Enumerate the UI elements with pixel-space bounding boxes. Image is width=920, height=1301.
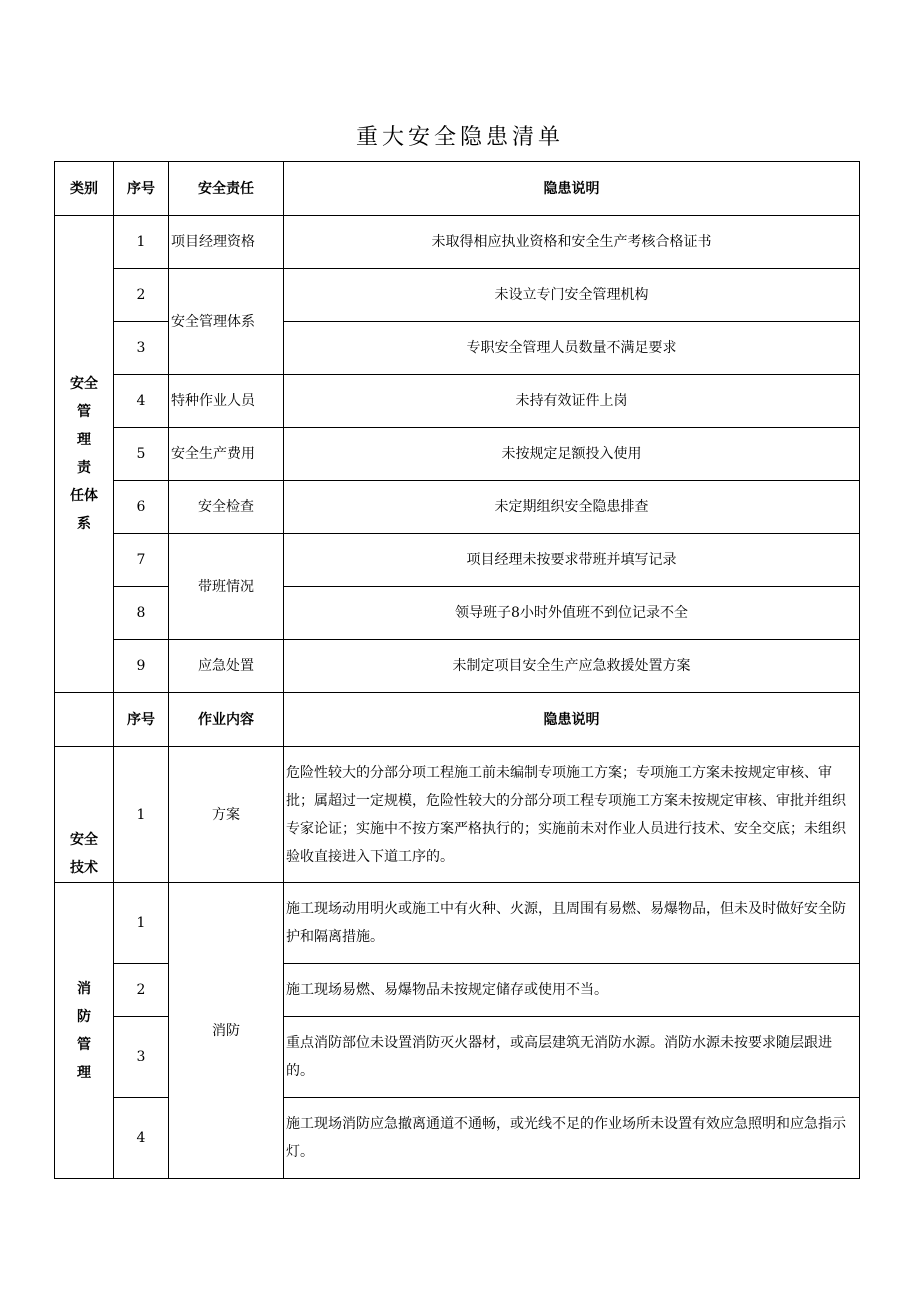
row-item: 安全生产费用	[169, 428, 284, 481]
row-item: 安全管理体系	[169, 269, 284, 375]
row-seq: 1	[114, 216, 169, 269]
row-seq: 9	[114, 640, 169, 693]
header-seq: 序号	[114, 693, 169, 747]
row-item: 带班情况	[169, 534, 284, 640]
row-seq: 4	[114, 375, 169, 428]
header-responsibility: 安全责任	[169, 162, 284, 216]
row-item: 安全检查	[169, 481, 284, 534]
row-description: 危险性较大的分部分项工程施工前未编制专项施工方案；专项施工方案未按规定审核、审批；属超过一定规模，危险性较大的分部分项工程专项施工方案未按规定审核、审批并组织专家论证；实施中不按方案严格执行的；实施前未对作业人员进行技术、安全交底；未组织验收直接进入下道工序的。	[284, 747, 860, 883]
table-header-row	[55, 162, 860, 216]
header-description: 隐患说明	[284, 162, 860, 216]
hazard-table	[54, 161, 860, 1179]
row-description: 未取得相应执业资格和安全生产考核合格证书	[284, 216, 860, 269]
page-title: 重大安全隐患清单	[355, 125, 564, 150]
row-description: 专职安全管理人员数量不满足要求	[284, 322, 860, 375]
row-description: 未按规定足额投入使用	[284, 428, 860, 481]
table-row	[55, 428, 860, 481]
row-item: 特种作业人员	[169, 375, 284, 428]
header-description: 隐患说明	[284, 693, 860, 747]
row-description: 未定期组织安全隐患排查	[284, 481, 860, 534]
row-seq: 2	[114, 269, 169, 322]
row-description: 施工现场易燃、易爆物品未按规定储存或使用不当。	[284, 964, 860, 1017]
row-item: 消防	[169, 883, 284, 1179]
row-seq: 2	[114, 964, 169, 1017]
header-empty	[55, 693, 114, 747]
row-item: 项目经理资格	[169, 216, 284, 269]
row-seq: 8	[114, 587, 169, 640]
row-seq: 7	[114, 534, 169, 587]
table-row	[55, 747, 860, 883]
table-row	[55, 481, 860, 534]
table-row	[55, 534, 860, 587]
header-content: 作业内容	[169, 693, 284, 747]
row-item: 应急处置	[169, 640, 284, 693]
row-description: 施工现场消防应急撤离通道不通畅，或光线不足的作业场所未设置有效应急照明和应急指示灯。	[284, 1098, 860, 1179]
table-row	[55, 640, 860, 693]
category-safety-technology: 安全 技术	[55, 747, 114, 883]
row-description: 未持有效证件上岗	[284, 375, 860, 428]
row-seq: 3	[114, 1017, 169, 1098]
row-description: 项目经理未按要求带班并填写记录	[284, 534, 860, 587]
table-header-row	[55, 693, 860, 747]
row-seq: 3	[114, 322, 169, 375]
row-description: 未制定项目安全生产应急救援处置方案	[284, 640, 860, 693]
table-row	[55, 883, 860, 964]
category-fire-management: 消 防 管 理	[55, 883, 114, 1179]
row-seq: 6	[114, 481, 169, 534]
row-description: 施工现场动用明火或施工中有火种、火源，且周围有易燃、易爆物品，但未及时做好安全防护和隔离措施。	[284, 883, 860, 964]
table-row	[55, 216, 860, 269]
row-description: 未设立专门安全管理机构	[284, 269, 860, 322]
row-seq: 5	[114, 428, 169, 481]
table-row	[55, 375, 860, 428]
row-seq: 1	[114, 747, 169, 883]
row-item: 方案	[169, 747, 284, 883]
row-description: 领导班子8小时外值班不到位记录不全	[284, 587, 860, 640]
header-seq: 序号	[114, 162, 169, 216]
row-description: 重点消防部位未设置消防灭火器材，或高层建筑无消防水源。消防水源未按要求随层跟进的。	[284, 1017, 860, 1098]
header-category: 类别	[55, 162, 114, 216]
table-row	[55, 269, 860, 322]
row-seq: 4	[114, 1098, 169, 1179]
category-safety-management: 安全 管 理 责 任体 系	[55, 216, 114, 693]
row-seq: 1	[114, 883, 169, 964]
